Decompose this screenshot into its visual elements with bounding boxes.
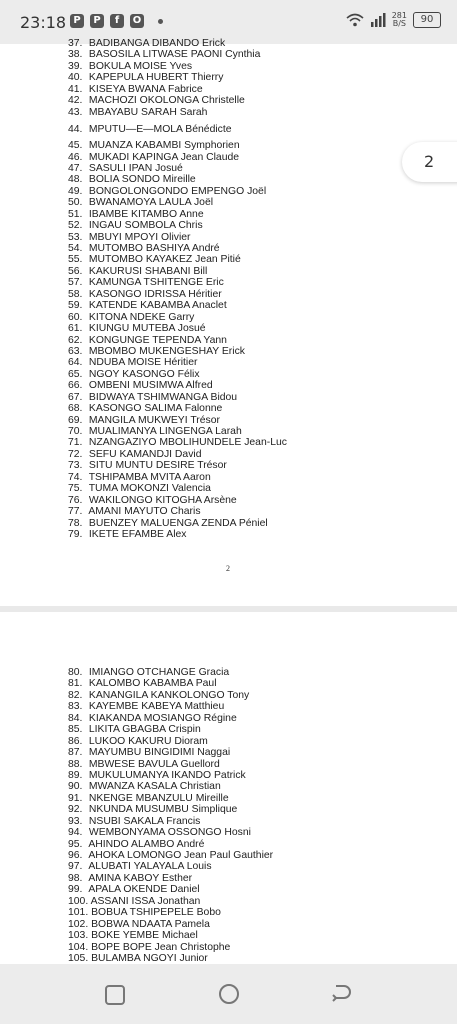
entry-number: 103.: [68, 930, 89, 942]
list-item: [68, 839, 273, 850]
list-item: [68, 186, 287, 197]
entry-name: KAYEMBE KABEYA Matthieu: [88, 701, 225, 713]
entry-number: 62.: [68, 334, 83, 346]
entry-name: APALA OKENDE Daniel: [88, 884, 200, 896]
entry-number: 78.: [68, 517, 83, 529]
list-item: [68, 793, 273, 804]
entry-name: MUALIMANYA LINGENGA Larah: [88, 426, 242, 437]
list-item: [68, 873, 273, 884]
entry-number: 79.: [68, 528, 83, 540]
entry-number: 53.: [68, 231, 83, 243]
entry-number: 92.: [68, 804, 83, 816]
list-item: [68, 209, 287, 220]
list-item: [68, 415, 287, 426]
entry-name: BADIBANGA DIBANDO Erick: [88, 38, 226, 49]
entry-name: KAMUNGA TSHITENGE Eric: [88, 277, 224, 289]
list-item: [68, 107, 287, 118]
entry-number: 49.: [68, 185, 83, 197]
entry-name: LIKITA GBAGBA Crispin: [88, 724, 201, 736]
entry-name: KONGUNGE TEPENDA Yann: [88, 334, 227, 346]
entry-number: 80.: [68, 667, 83, 678]
entry-name: NKUNDA MUSUMBU Simplique: [88, 804, 238, 816]
list-item: [68, 152, 287, 163]
page-number: 2: [226, 564, 230, 573]
entry-name: IMIANGO OTCHANGE Gracia: [88, 667, 230, 678]
list-item: [68, 232, 287, 243]
entry-number: 94.: [68, 827, 83, 839]
app-notification-icon: P: [70, 14, 84, 28]
entry-number: 87.: [68, 747, 83, 759]
entry-name: KASONGO SALIMA Falonne: [88, 403, 223, 415]
list-item: [68, 701, 273, 712]
entry-name: KATENDE KABAMBA Anaclet: [88, 300, 227, 312]
network-speed: 281 B/S: [391, 11, 407, 28]
entry-number: 38.: [68, 49, 83, 61]
entry-name: NKENGE MBANZULU Mireille: [88, 792, 229, 804]
back-button[interactable]: [330, 982, 352, 1004]
entry-number: 56.: [68, 265, 83, 277]
list-item: [68, 369, 287, 380]
entry-number: 70.: [68, 426, 83, 437]
list-item: [68, 529, 287, 540]
list-item: [68, 38, 287, 49]
entry-number: 40.: [68, 72, 83, 84]
list-item: [68, 667, 273, 678]
page-indicator[interactable]: 2: [402, 142, 457, 182]
entry-name: NZANGAZIYO MBOLIHUNDELE Jean-Luc: [88, 437, 287, 449]
entry-number: 37.: [68, 38, 83, 49]
list-item: [68, 759, 273, 770]
entry-number: 65.: [68, 368, 83, 380]
list-item: [68, 472, 287, 483]
entry-number: 90.: [68, 781, 83, 793]
entry-name: MBUYI MPOYI Olivier: [88, 231, 191, 243]
entry-number: 105.: [68, 952, 89, 964]
entry-number: 58.: [68, 288, 83, 300]
entry-name: BOPE BOPE Jean Christophe: [91, 941, 231, 953]
list-item: [68, 736, 273, 747]
list-item: [68, 403, 287, 414]
opera-icon: O: [130, 14, 144, 28]
entry-name: MBOMBO MUKENGESHAY Erick: [88, 345, 245, 357]
list-item: [68, 312, 287, 323]
list-item: [68, 781, 273, 792]
entry-name: SITU MUNTU DESIRE Trésor: [88, 460, 227, 472]
list-item: [68, 346, 287, 357]
entry-name: IBAMBE KITAMBO Anne: [88, 208, 204, 220]
entry-name: BIDWAYA TSHIMWANGA Bidou: [88, 391, 238, 403]
entry-name: NGOY KASONGO Félix: [88, 368, 200, 380]
entry-number: 99.: [68, 884, 83, 896]
document-page: [0, 612, 457, 964]
entry-name: KITONA NDEKE Garry: [88, 311, 195, 323]
entry-number: 69.: [68, 414, 83, 426]
entry-name: AHINDO ALAMBO André: [88, 838, 205, 850]
list-item: [68, 896, 273, 907]
document-page: [0, 38, 457, 606]
entry-name: MACHOZI OKOLONGA Christelle: [88, 95, 245, 107]
entry-name: ALUBATI YALAYALA Louis: [88, 861, 212, 873]
entry-number: 89.: [68, 769, 83, 781]
list-item: [68, 919, 273, 930]
list-item: [68, 61, 287, 72]
entry-name: MUKULUMANYA IKANDO Patrick: [88, 769, 246, 781]
entry-number: 66.: [68, 380, 83, 392]
entry-name: IKETE EFAMBE Alex: [88, 528, 187, 540]
app-notification-icon: P: [90, 14, 104, 28]
entry-name: BOBUA TSHIPEPELE Bobo: [91, 907, 221, 919]
entry-name: KIAKANDA MOSIANGO Régine: [88, 712, 237, 724]
entry-name: BOKULA MOISE Yves: [88, 60, 193, 72]
list-item: [68, 122, 287, 138]
list-item: [68, 289, 287, 300]
name-list: [68, 38, 287, 540]
entry-name: MUKADI KAPINGA Jean Claude: [88, 151, 240, 163]
name-list: [68, 667, 273, 964]
entry-name: KASONGO IDRISSA Héritier: [88, 288, 222, 300]
entry-number: 45.: [68, 140, 83, 152]
entry-number: 52.: [68, 220, 83, 232]
entry-number: 71.: [68, 437, 83, 449]
entry-name: INGAU SOMBOLA Chris: [88, 220, 203, 232]
battery-icon: 90: [413, 12, 441, 28]
list-item: [68, 678, 273, 689]
list-item: [68, 95, 287, 106]
list-item: [68, 850, 273, 861]
entry-name: BOKE YEMBE Michael: [91, 930, 198, 942]
entry-number: 73.: [68, 460, 83, 472]
entry-name: ASSANI ISSA Jonathan: [90, 895, 201, 907]
entry-number: 101.: [68, 907, 89, 919]
list-item: [68, 930, 273, 941]
entry-number: 63.: [68, 345, 83, 357]
entry-name: BULAMBA NGOYI Junior: [91, 952, 208, 964]
entry-name: BUENZEY MALUENGA ZENDA Péniel: [88, 517, 268, 529]
entry-number: 81.: [68, 678, 83, 690]
entry-number: 82.: [68, 689, 83, 701]
entry-number: 85.: [68, 724, 83, 736]
list-item: [68, 907, 273, 918]
entry-name: AHOKA LOMONGO Jean Paul Gauthier: [88, 850, 274, 861]
entry-number: 54.: [68, 243, 83, 254]
entry-number: 95.: [68, 838, 83, 850]
list-item: [68, 357, 287, 368]
entry-number: 51.: [68, 208, 83, 220]
list-item: [68, 426, 287, 437]
entry-number: 44.: [68, 124, 83, 136]
entry-name: SASULI IPAN Josué: [88, 162, 183, 174]
entry-number: 67.: [68, 391, 83, 403]
list-item: [68, 518, 287, 529]
entry-number: 102.: [68, 918, 89, 930]
entry-name: WAKILONGO KITOGHA Arsène: [88, 494, 237, 506]
entry-number: 61.: [68, 323, 83, 335]
list-item: [68, 220, 287, 231]
entry-name: KAPEPULA HUBERT Thierry: [88, 72, 224, 84]
signal-icon: [370, 13, 386, 27]
list-item: [68, 884, 273, 895]
entry-number: 50.: [68, 197, 83, 209]
list-item: [68, 804, 273, 815]
entry-number: 60.: [68, 311, 83, 323]
entry-name: MANGILA MUKWEYI Trésor: [88, 414, 220, 426]
list-item: [68, 460, 287, 471]
list-item: [68, 49, 287, 60]
entry-number: 77.: [68, 506, 83, 518]
entry-name: MBAYABU SARAH Sarah: [88, 106, 208, 118]
entry-name: KALOMBO KABAMBA Paul: [88, 678, 217, 690]
entry-number: 72.: [68, 448, 83, 460]
entry-name: KANANGILA KANKOLONGO Tony: [88, 689, 250, 701]
list-item: [68, 747, 273, 758]
list-item: [68, 827, 273, 838]
entry-name: KIUNGU MUTEBA Josué: [88, 323, 206, 335]
list-item: [68, 392, 287, 403]
list-item: [68, 770, 273, 781]
list-item: [68, 942, 273, 953]
list-item: [68, 483, 287, 494]
notification-icons: [70, 14, 163, 28]
entry-number: 46.: [68, 151, 83, 163]
wifi-icon: [346, 13, 364, 27]
list-item: [68, 197, 287, 208]
entry-number: 83.: [68, 701, 83, 713]
list-item: [68, 437, 287, 448]
entry-number: 100.: [68, 895, 89, 907]
entry-name: AMANI MAYUTO Charis: [88, 506, 201, 518]
entry-number: 47.: [68, 162, 83, 174]
list-item: [68, 380, 287, 391]
entry-number: 74.: [68, 471, 83, 483]
status-right: [346, 12, 441, 28]
entry-number: 43.: [68, 106, 83, 118]
entry-name: BWANAMOYA LAULA Joël: [88, 197, 214, 209]
list-item: [68, 953, 273, 964]
entry-number: 75.: [68, 483, 83, 495]
list-item: [68, 277, 287, 288]
list-item: [68, 266, 287, 277]
entry-name: LUKOO KAKURU Dioram: [88, 735, 208, 747]
entry-name: MBWESE BAVULA Guellord: [88, 758, 220, 770]
list-item: [68, 300, 287, 311]
list-item: [68, 713, 273, 724]
entry-number: 39.: [68, 60, 83, 72]
entry-number: 55.: [68, 254, 83, 266]
entry-number: 91.: [68, 792, 83, 804]
more-notifications-icon: [158, 19, 163, 24]
entry-name: MUTOMBO KAYAKEZ Jean Pitié: [88, 254, 241, 266]
entry-number: 98.: [68, 872, 83, 884]
entry-number: 57.: [68, 277, 83, 289]
entry-name: OMBENI MUSIMWA Alfred: [88, 380, 213, 392]
list-item: [68, 243, 287, 254]
entry-number: 88.: [68, 758, 83, 770]
home-button[interactable]: [219, 984, 239, 1004]
entry-number: 86.: [68, 735, 83, 747]
entry-number: 97.: [68, 861, 83, 873]
entry-number: 84.: [68, 712, 83, 724]
entry-number: 64.: [68, 357, 83, 369]
facebook-icon: f: [110, 14, 124, 28]
entry-name: MAYUMBU BINGIDIMI Naggai: [88, 747, 231, 759]
navigation-bar: [0, 964, 457, 1024]
entry-number: 68.: [68, 403, 83, 415]
entry-name: WEMBONYAMA OSSONGO Hosni: [88, 827, 251, 839]
list-item: [68, 506, 287, 517]
list-item: [68, 816, 273, 827]
list-item: [68, 861, 273, 872]
list-item: [68, 254, 287, 265]
entry-name: BONGOLONGONDO EMPENGO Joël: [88, 185, 267, 197]
entry-name: TSHIPAMBA MVITA Aaron: [88, 471, 211, 483]
list-item: [68, 724, 273, 735]
list-item: [68, 163, 287, 174]
entry-number: 48.: [68, 174, 83, 186]
entry-name: MPUTU—E—MOLA Bénédicte: [88, 124, 232, 136]
entry-name: BOLIA SONDO Mireille: [88, 174, 196, 186]
entry-name: BOBWA NDAATA Pamela: [91, 918, 210, 930]
list-item: [68, 449, 287, 460]
entry-name: MWANZA KASALA Christian: [88, 781, 221, 793]
entry-number: 104.: [68, 941, 89, 953]
entry-name: AMINA KABOY Esther: [88, 872, 193, 884]
entry-number: 41.: [68, 83, 83, 95]
list-item: [68, 690, 273, 701]
entry-name: MUANZA KABAMBI Symphorien: [88, 140, 240, 152]
entry-name: KISEYA BWANA Fabrice: [88, 83, 203, 95]
list-item: [68, 323, 287, 334]
entry-number: 96.: [68, 850, 83, 861]
entry-name: SEFU KAMANDJI David: [88, 448, 202, 460]
list-item: [68, 174, 287, 185]
list-item: [68, 335, 287, 346]
entry-name: BASOSILA LITWASE PAONI Cynthia: [88, 49, 261, 61]
entry-name: NDUBA MOISE Héritier: [88, 357, 198, 369]
entry-number: 42.: [68, 95, 83, 107]
list-item: [68, 495, 287, 506]
recent-apps-button[interactable]: [105, 985, 125, 1005]
list-item: [68, 72, 287, 83]
status-time: 23:18: [20, 13, 67, 32]
list-item: [68, 140, 287, 151]
entry-name: NSUBI SAKALA Francis: [88, 815, 201, 827]
entry-number: 76.: [68, 494, 83, 506]
entry-number: 59.: [68, 300, 83, 312]
entry-name: MUTOMBO BASHIYA André: [88, 243, 220, 254]
list-item: [68, 84, 287, 95]
entry-number: 93.: [68, 815, 83, 827]
entry-name: KAKURUSI SHABANI Bill: [88, 265, 208, 277]
entry-name: TUMA MOKONZI Valencia: [88, 483, 211, 495]
